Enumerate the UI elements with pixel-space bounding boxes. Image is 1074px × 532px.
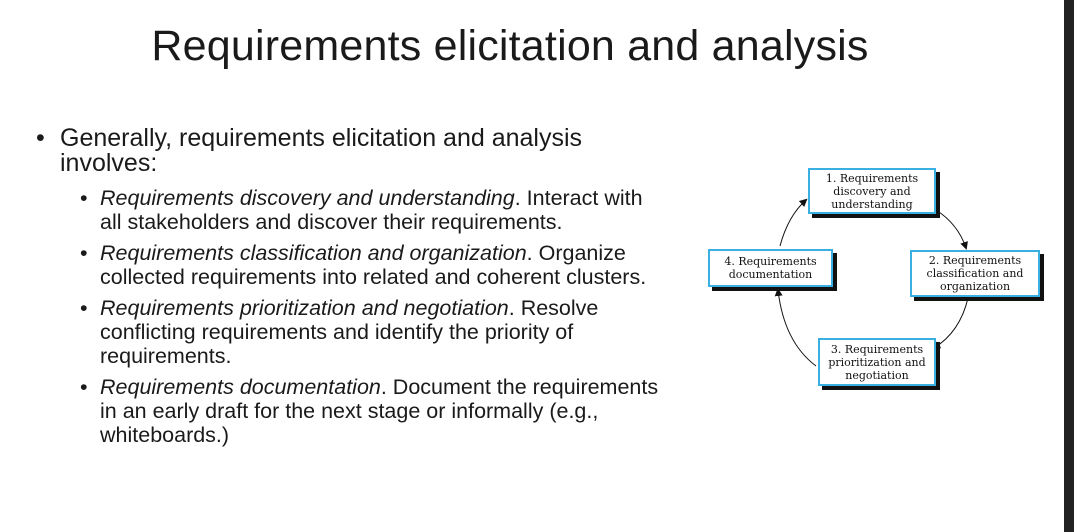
sub-bullet-list bbox=[80, 186, 666, 447]
main-bullet-point bbox=[36, 126, 666, 176]
step-box-line: negotiation bbox=[845, 368, 909, 382]
sub-bullet-description: . Document the requirements in an early draft for the next stage or informally (e.g., whiteboards.) bbox=[100, 375, 659, 447]
sub-bullet-documentation bbox=[80, 375, 666, 447]
step-box-line: 1. Requirements bbox=[825, 171, 919, 185]
step-box-line: classification and bbox=[926, 267, 1024, 280]
step-box-line: prioritization and bbox=[828, 355, 926, 369]
sub-bullet-discovery bbox=[80, 186, 666, 234]
slide-title: Requirements elicitation and analysis bbox=[151, 22, 869, 70]
bullet-content bbox=[36, 126, 666, 454]
sub-bullet-description: . Interact with all stakeholders and discover their requirements. bbox=[100, 186, 643, 234]
sub-bullet-term: Requirements prioritization and negotiation bbox=[100, 296, 509, 320]
step-box-prioritization bbox=[818, 338, 936, 386]
step-box-line: documentation bbox=[728, 268, 813, 281]
step-box-line: 2. Requirements bbox=[928, 254, 1022, 267]
process-cycle-diagram bbox=[700, 160, 1060, 400]
window-right-edge bbox=[1064, 0, 1074, 532]
step-box-documentation bbox=[708, 249, 833, 287]
step-box-line: organization bbox=[939, 280, 1011, 293]
sub-bullet-classification bbox=[80, 241, 666, 289]
bullet-icon: • bbox=[80, 375, 88, 399]
sub-bullet-term: Requirements documentation bbox=[100, 375, 381, 399]
step-box-line: discovery and bbox=[833, 184, 911, 198]
sub-bullet-term: Requirements discovery and understanding bbox=[100, 186, 515, 210]
arrow-2-to-3 bbox=[934, 298, 968, 348]
main-bullet-text: Generally, requirements elicitation and analysis involves: bbox=[60, 124, 583, 177]
sub-bullet-term: Requirements classification and organization bbox=[100, 241, 527, 265]
arrow-4-to-1 bbox=[780, 200, 806, 246]
bullet-icon: • bbox=[36, 124, 45, 152]
bullet-icon: • bbox=[80, 296, 88, 320]
sub-bullet-description: . Resolve conflicting requirements and identify the priority of requirements. bbox=[100, 296, 599, 368]
step-box-line: understanding bbox=[831, 197, 913, 211]
arrow-1-to-2 bbox=[936, 210, 966, 248]
arrow-3-to-4 bbox=[778, 290, 816, 366]
step-box-classification bbox=[910, 250, 1040, 297]
step-box-line: 3. Requirements bbox=[830, 342, 924, 356]
step-box-discovery bbox=[808, 168, 936, 214]
bullet-icon: • bbox=[80, 186, 88, 210]
sub-bullet-description: . Organize collected requirements into related and coherent clusters. bbox=[100, 241, 647, 289]
step-box-line: 4. Requirements bbox=[724, 255, 817, 268]
sub-bullet-prioritization bbox=[80, 296, 666, 368]
bullet-icon: • bbox=[80, 241, 88, 265]
